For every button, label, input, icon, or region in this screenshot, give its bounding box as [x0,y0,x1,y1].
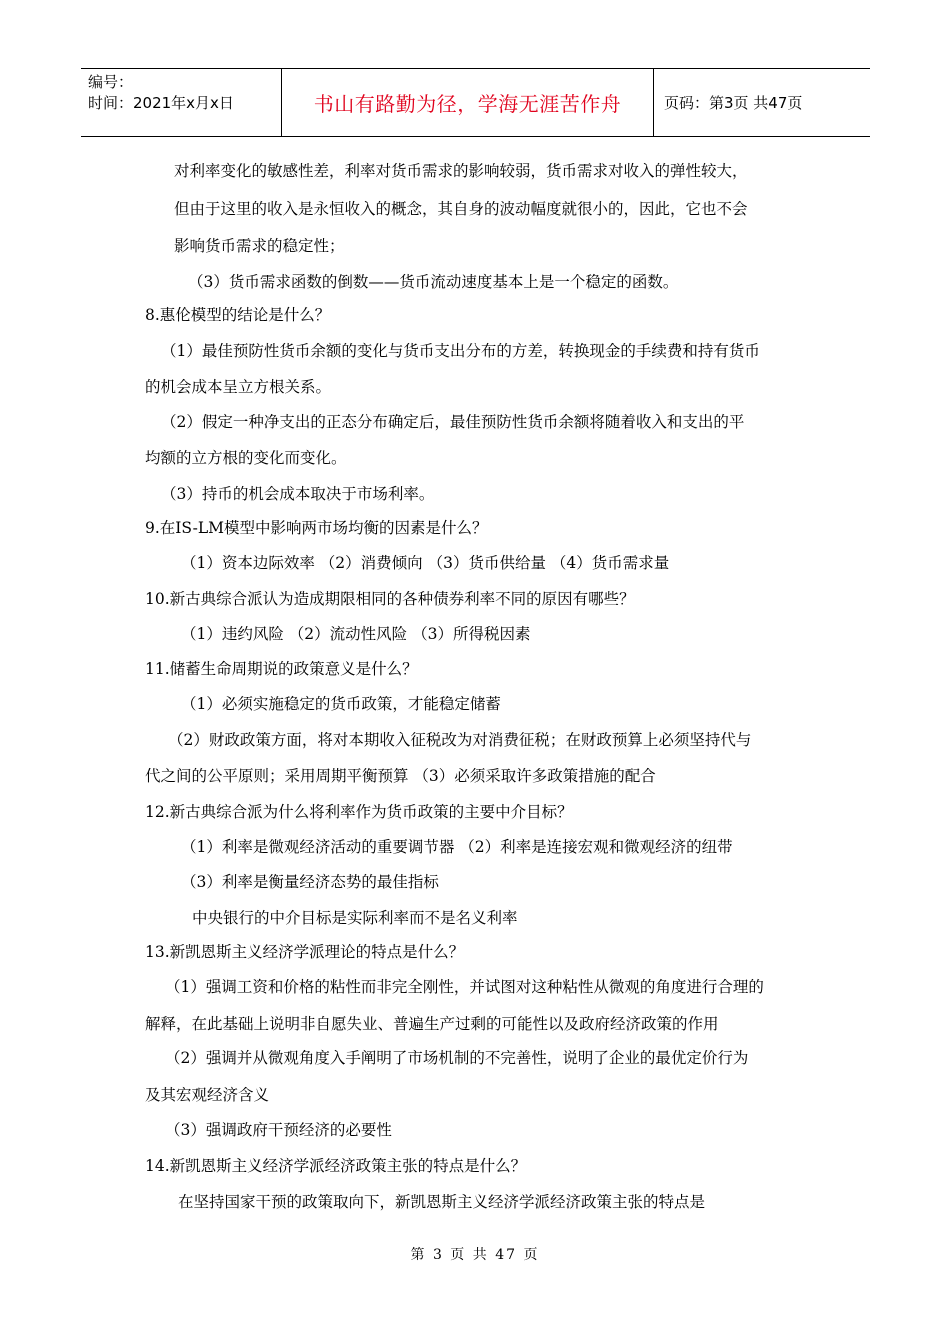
body-line: （3）货币需求函数的倒数——货币流动速度基本上是一个稳定的函数。 [188,273,679,291]
body-line: 但由于这里的收入是永恒收入的概念，其自身的波动幅度就很小的，因此，它也不会 [174,200,748,218]
body-line: （1）资本边际效率 （2）消费倾向 （3）货币供给量 （4）货币需求量 [181,554,670,572]
body-line: （1）违约风险 （2）流动性风险 （3）所得税因素 [181,625,531,643]
body-line: （1）最佳预防性货币余额的变化与货币支出分布的方差，转换现金的手续费和持有货币 [161,342,760,360]
body-line: （3）持币的机会成本取决于市场利率。 [161,485,435,503]
question-heading: 10.新古典综合派认为造成期限相同的各种债券利率不同的原因有哪些？ [145,590,635,608]
body-line: （3）利率是衡量经济态势的最佳指标 [181,873,439,891]
question-heading: 8.惠伦模型的结论是什么？ [145,306,331,324]
body-line: 在坚持国家干预的政策取向下，新凯恩斯主义经济学派经济政策主张的特点是 [178,1193,706,1211]
question-heading: 11.储蓄生命周期说的政策意义是什么？ [145,660,418,678]
body-line: （3）强调政府干预经济的必要性 [165,1121,392,1139]
body-line: （2）财政政策方面，将对本期收入征税改为对消费征税；在财政预算上必须坚持代与 [168,731,752,749]
header-page-info: 页码：第3页 共47页 [664,94,803,112]
page-footer: 第 3 页 共 47 页 [410,1247,540,1263]
body-line: 中央银行的中介目标是实际利率而不是名义利率 [192,909,518,927]
body-line: （1）强调工资和价格的粘性而非完全刚性，并试图对这种粘性从微观的角度进行合理的 [165,978,764,996]
body-line: 代之间的公平原则；采用周期平衡预算 （3）必须采取许多政策措施的配合 [145,767,656,785]
body-line: 的机会成本呈立方根关系。 [145,378,332,396]
header-meta [81,69,281,136]
body-line: （2）假定一种净支出的正态分布确定后，最佳预防性货币余额将随着收入和支出的平 [161,413,745,431]
body-line: 影响货币需求的稳定性； [174,237,345,255]
body-line: 及其宏观经济含义 [145,1086,270,1104]
question-heading: 12.新古典综合派为什么将利率作为货币政策的主要中介目标？ [145,803,573,821]
question-heading: 14.新凯恩斯主义经济学派经济政策主张的特点是什么？ [145,1157,527,1175]
document-number-label: 编号： [88,73,134,91]
page-header [81,68,870,137]
body-line: 解释，在此基础上说明非自愿失业、普遍生产过剩的可能性以及政府经济政策的作用 [145,1015,719,1033]
body-line: 均额的立方根的变化而变化。 [145,449,347,467]
question-heading: 9.在IS-LM模型中影响两市场均衡的因素是什么？ [145,519,488,537]
body-line: （2）强调并从微观角度入手阐明了市场机制的不完善性，说明了企业的最优定价行为 [165,1049,749,1067]
body-line: （1）必须实施稳定的货币政策，才能稳定储蓄 [181,695,501,713]
question-heading: 13.新凯恩斯主义经济学派理论的特点是什么？ [145,943,465,961]
body-line: 对利率变化的敏感性差，利率对货币需求的影响较弱，货币需求对收入的弹性较大， [174,162,748,180]
document-date-label: 时间：2021年x月x日 [88,94,234,112]
body-line: （1）利率是微观经济活动的重要调节器 （2）利率是连接宏观和微观经济的纽带 [181,838,733,856]
header-motto: 书山有路勤为径，学海无涯苦作舟 [281,69,654,136]
